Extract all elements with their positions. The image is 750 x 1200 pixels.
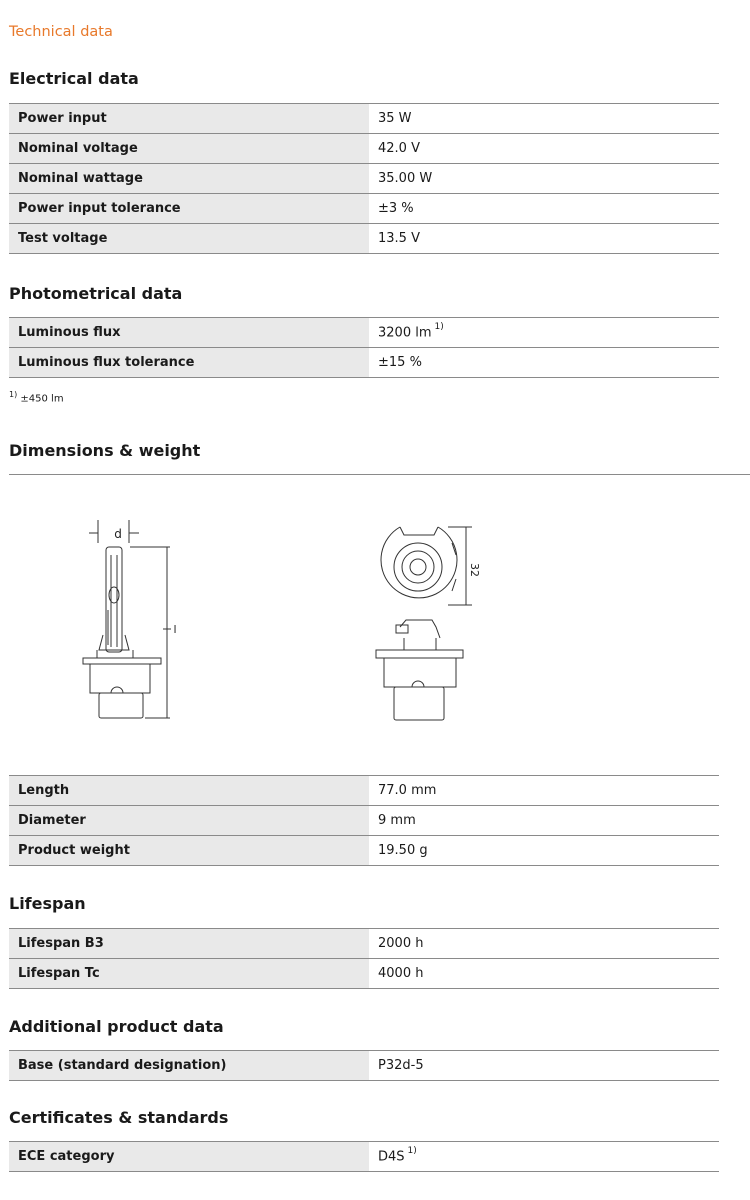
row-label: Nominal wattage	[9, 164, 369, 194]
row-value: P32d-5	[369, 1051, 719, 1081]
table-row	[9, 929, 719, 959]
table-row	[9, 348, 719, 378]
row-label: Lifespan Tc	[9, 959, 369, 989]
lifespan-table	[9, 928, 719, 989]
dimension-label-32: 32	[468, 563, 481, 577]
table-row	[9, 194, 719, 224]
row-label: Base (standard designation)	[9, 1051, 369, 1081]
dimensions-section-title: Dimensions & weight	[9, 441, 201, 460]
row-value: 4000 h	[369, 959, 719, 989]
row-value: 13.5 V	[369, 224, 719, 254]
lamp-side-view-drawing	[75, 515, 185, 725]
lamp-top-view-drawing	[370, 515, 490, 725]
table-row	[9, 776, 719, 806]
row-value: 35.00 W	[369, 164, 719, 194]
row-label: Luminous flux tolerance	[9, 348, 369, 378]
table-row	[9, 104, 719, 134]
row-value: ±3 %	[369, 194, 719, 224]
row-value: 42.0 V	[369, 134, 719, 164]
certificates-table	[9, 1141, 719, 1172]
row-value: D4S $^{1)}$	[369, 1142, 719, 1172]
row-label: Lifespan B3	[9, 929, 369, 959]
row-value: 9 mm	[369, 806, 719, 836]
row-label: Power input	[9, 104, 369, 134]
table-row	[9, 318, 719, 348]
page-title: Technical data	[9, 24, 113, 40]
row-value: 19.50 g	[369, 836, 719, 866]
row-label: Diameter	[9, 806, 369, 836]
table-row	[9, 224, 719, 254]
dimension-label-l: l	[173, 623, 177, 636]
row-label: Length	[9, 776, 369, 806]
table-row	[9, 134, 719, 164]
footnote-marker: 1)	[407, 1146, 417, 1157]
row-label: Nominal voltage	[9, 134, 369, 164]
row-value: 2000 h	[369, 929, 719, 959]
dimensions-table	[9, 775, 719, 866]
row-label: Luminous flux	[9, 318, 369, 348]
photometrical-section-title: Photometrical data	[9, 284, 183, 303]
additional-table	[9, 1050, 719, 1081]
row-label: Power input tolerance	[9, 194, 369, 224]
row-label: Product weight	[9, 836, 369, 866]
lifespan-section-title: Lifespan	[9, 894, 86, 913]
certificates-section-title: Certificates & standards	[9, 1108, 229, 1127]
footnote: $^{1)}$ ±450 lm	[9, 390, 64, 405]
additional-section-title: Additional product data	[9, 1017, 224, 1036]
row-label: Test voltage	[9, 224, 369, 254]
table-row	[9, 806, 719, 836]
table-row	[9, 164, 719, 194]
row-value: 3200 lm $^{1)}$	[369, 318, 719, 348]
row-value: 35 W	[369, 104, 719, 134]
row-value: ±15 %	[369, 348, 719, 378]
row-label: ECE category	[9, 1142, 369, 1172]
table-row	[9, 959, 719, 989]
table-row	[9, 1051, 719, 1081]
footnote-marker: 1)	[434, 322, 444, 333]
section-divider	[9, 474, 750, 475]
table-row	[9, 1142, 719, 1172]
electrical-table	[9, 103, 719, 254]
electrical-section-title: Electrical data	[9, 69, 139, 88]
row-value: 77.0 mm	[369, 776, 719, 806]
table-row	[9, 836, 719, 866]
photometrical-table	[9, 317, 719, 378]
dimension-label-d: d	[114, 527, 122, 541]
